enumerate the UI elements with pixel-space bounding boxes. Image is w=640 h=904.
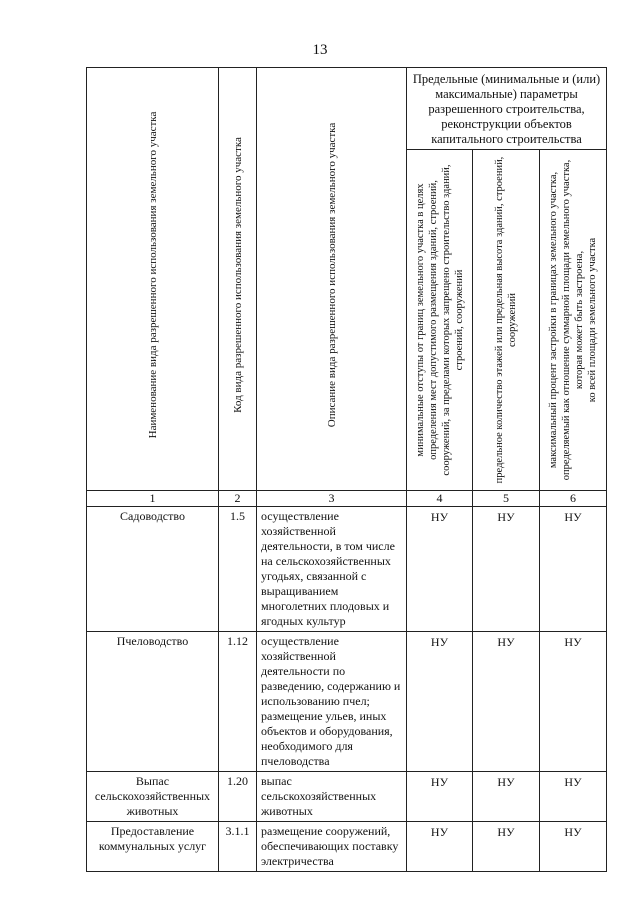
table-row xyxy=(87,822,607,872)
header-col-5 xyxy=(473,150,540,491)
param-floors: НУ xyxy=(473,772,540,822)
header-col-1 xyxy=(87,68,219,491)
param-floors: НУ xyxy=(473,822,540,872)
use-name: Пчеловодство xyxy=(87,632,219,772)
header-col-6-text xyxy=(547,155,599,485)
column-number: 3 xyxy=(257,491,407,507)
use-code: 3.1.1 xyxy=(219,822,257,872)
page-number: 13 xyxy=(312,42,328,58)
param-floors: НУ xyxy=(473,632,540,772)
header-col-4-text: минимальные отступы от границ земельного участка в целях определения мест допустимого размещения зданий, строений, сооружений, за пределами которых запрещено строительство зданий, строений, сооружений xyxy=(414,164,465,476)
use-description: осуществление хозяйственной деятельности по разведению, содержанию и использованию пчел; размещение ульев, иных объектов и оборудования, необходимого для пчеловодства xyxy=(257,632,407,772)
param-coverage: НУ xyxy=(540,632,607,772)
column-number: 6 xyxy=(540,491,607,507)
header-col-2 xyxy=(219,68,257,491)
use-description: размещение сооружений, обеспечивающих поставку электричества xyxy=(257,822,407,872)
param-coverage: НУ xyxy=(540,822,607,872)
column-number: 1 xyxy=(87,491,219,507)
param-coverage: НУ xyxy=(540,772,607,822)
header-col-3-text: Описание вида разрешенного использования земельного участка xyxy=(325,122,338,427)
use-description: осуществление хозяйственной деятельности, в том числе на сельскохозяйственных угодьях, связанной с выращиванием многолетних плодовых и ягодных культур xyxy=(257,507,407,632)
header-col-3 xyxy=(257,68,407,491)
header-col-4 xyxy=(407,150,473,491)
header-col-6-text-b: ко всей площади земельного участка xyxy=(587,237,598,403)
use-code: 1.5 xyxy=(219,507,257,632)
param-setbacks: НУ xyxy=(407,772,473,822)
header-col-5-text: предельное количество этажей или предельная высота зданий, строений, сооружений xyxy=(494,156,518,484)
param-coverage: НУ xyxy=(540,507,607,632)
table-row xyxy=(87,772,607,822)
param-setbacks: НУ xyxy=(407,822,473,872)
use-name: Садоводство xyxy=(87,507,219,632)
column-number: 2 xyxy=(219,491,257,507)
column-number: 5 xyxy=(473,491,540,507)
param-setbacks: НУ xyxy=(407,507,473,632)
use-name: Предоставление коммунальных услуг xyxy=(87,822,219,872)
use-code: 1.12 xyxy=(219,632,257,772)
header-col-2-text: Код вида разрешенного использования земельного участка xyxy=(231,136,244,413)
header-col-6-text-a: максимальный процент застройки в границах земельного участка, определяемый как отношение суммарной площади земельного участка, которая может быть застроена, xyxy=(548,159,585,481)
table-row xyxy=(87,632,607,772)
use-description: выпас сельскохозяйственных животных xyxy=(257,772,407,822)
param-setbacks: НУ xyxy=(407,632,473,772)
param-floors: НУ xyxy=(473,507,540,632)
land-use-table xyxy=(86,67,607,872)
column-number: 4 xyxy=(407,491,473,507)
header-row xyxy=(87,68,607,150)
header-col-1-text: Наименование вида разрешенного использования земельного участка xyxy=(146,111,159,438)
table-row xyxy=(87,507,607,632)
use-code: 1.20 xyxy=(219,772,257,822)
header-col-6 xyxy=(540,150,607,491)
use-name: Выпас сельскохозяйственных животных xyxy=(87,772,219,822)
header-group: Предельные (минимальные и (или) максимальные) параметры разрешенного строительства, реконструкции объектов капитального строительства xyxy=(407,68,607,150)
column-numbers-row xyxy=(87,491,607,507)
